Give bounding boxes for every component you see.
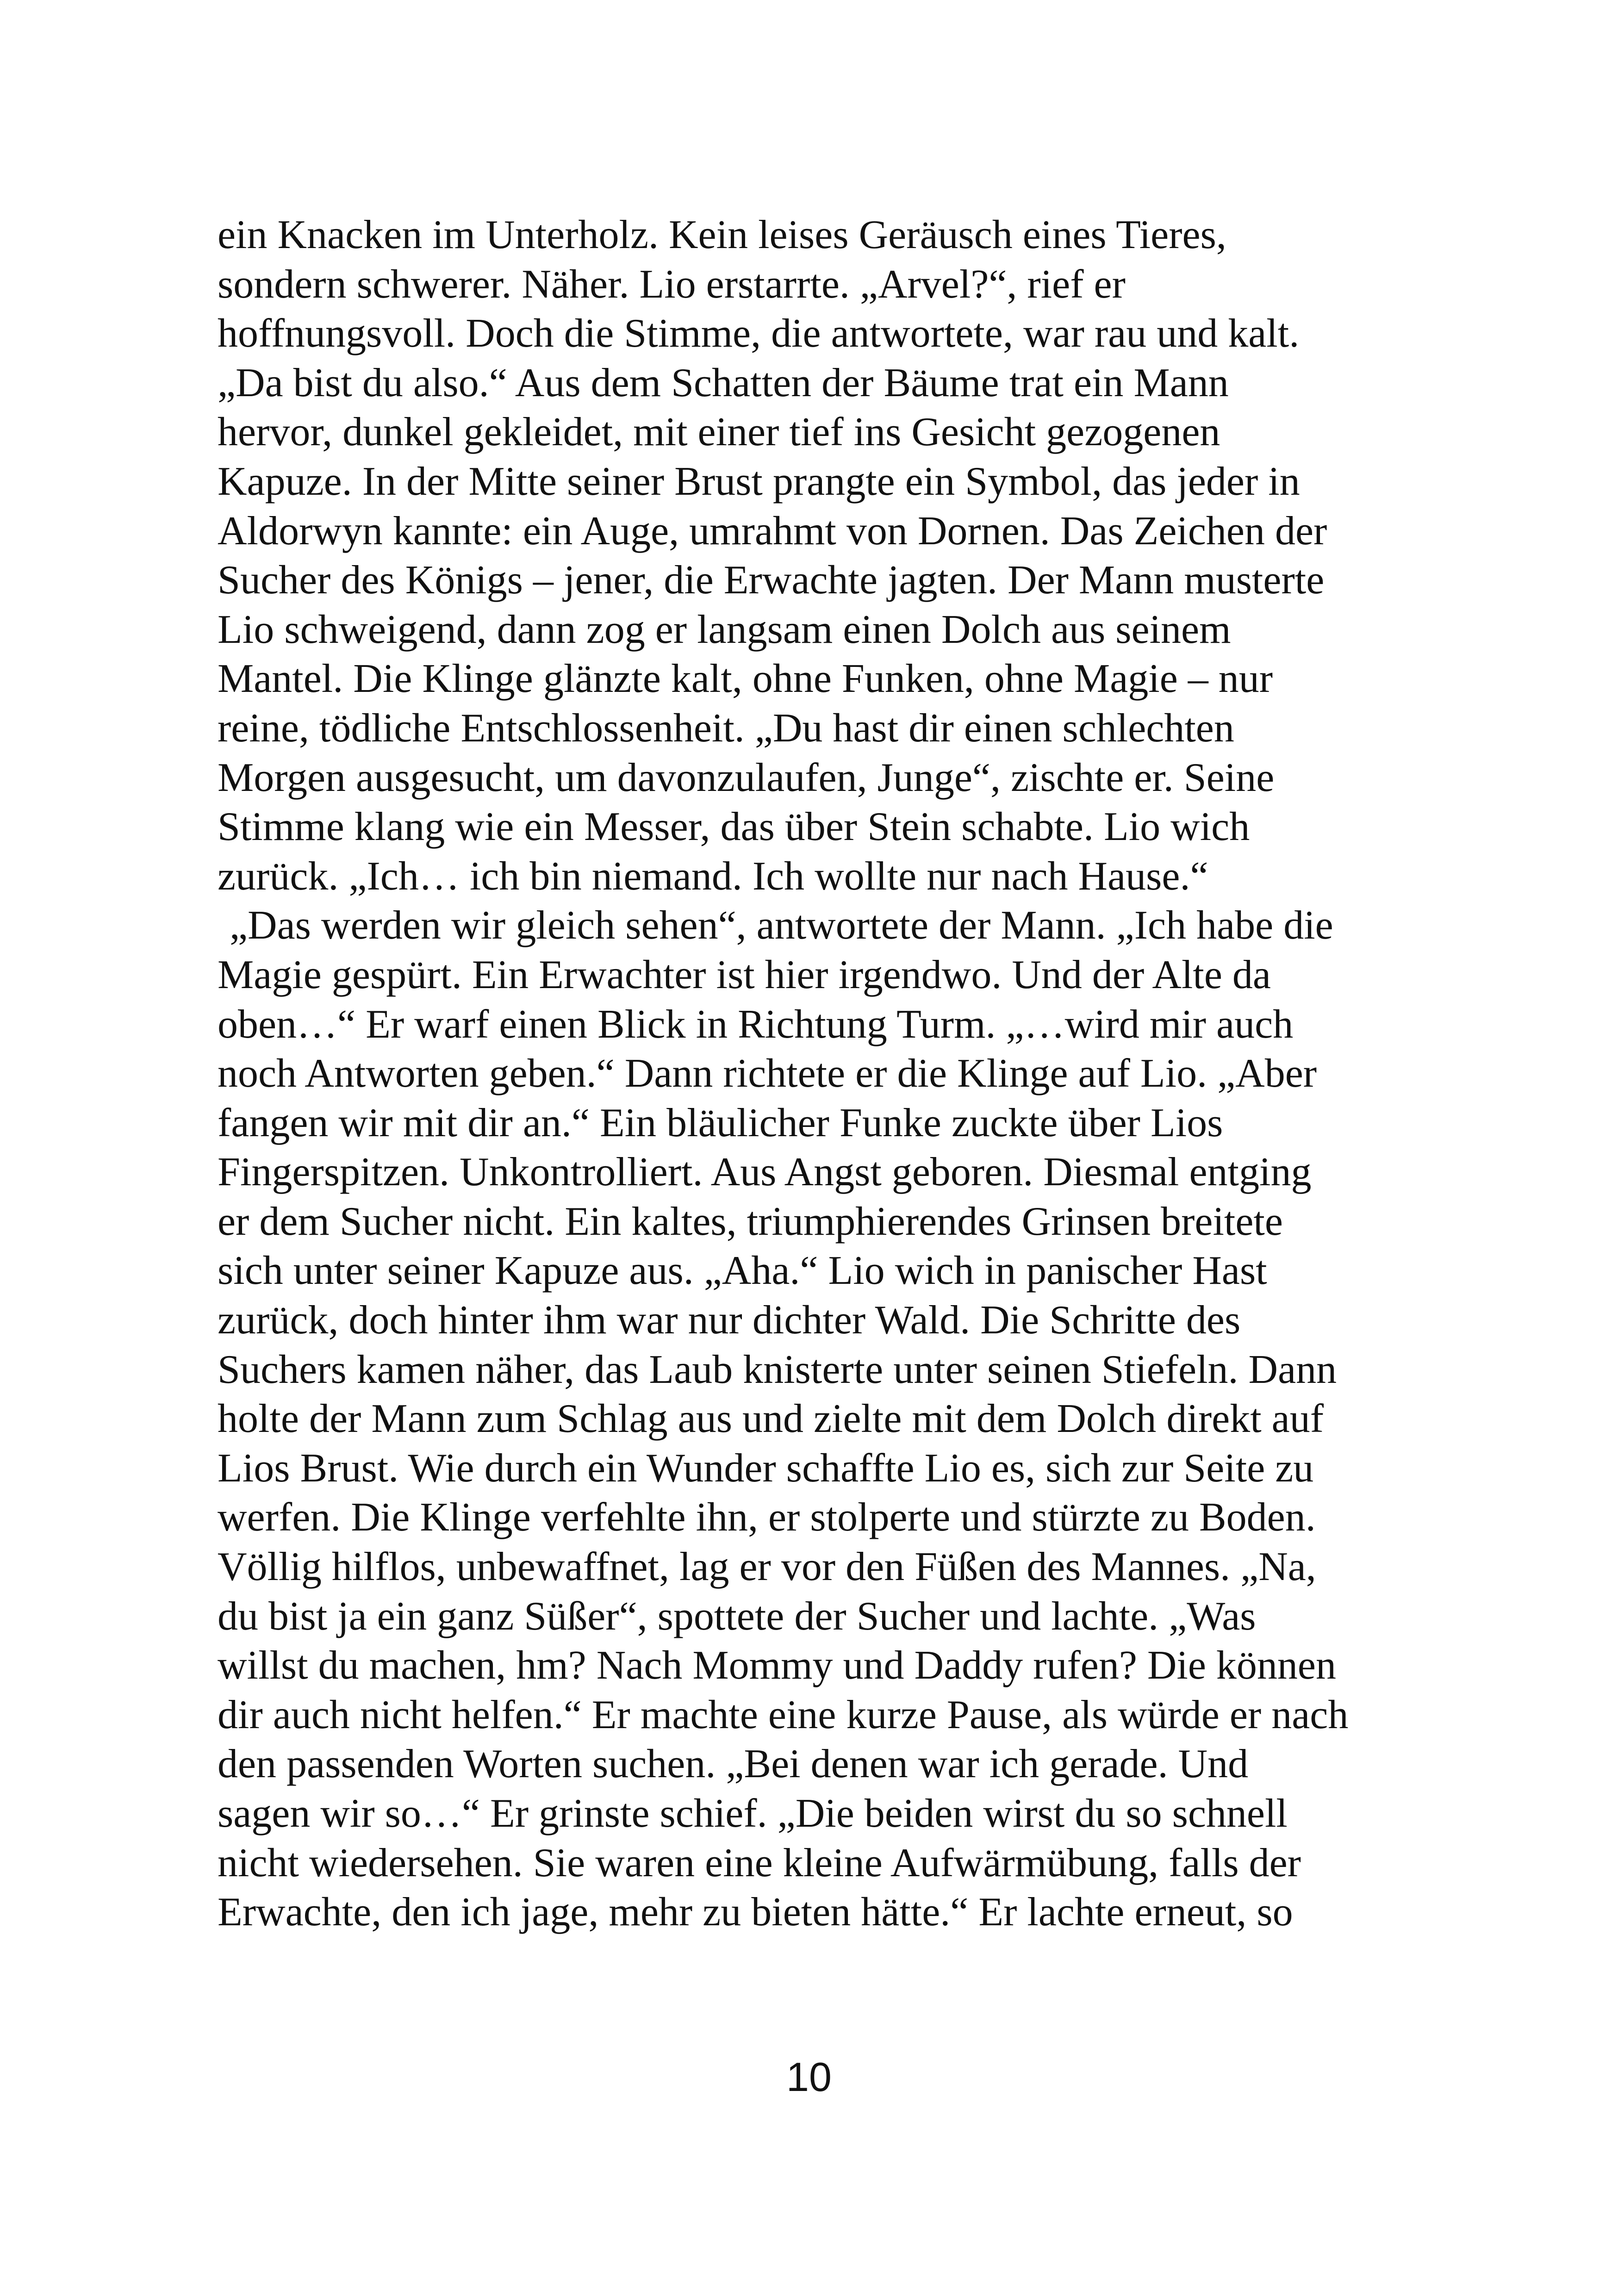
- text-line: willst du machen, hm? Nach Mommy und Daddy rufen? Die können: [218, 1643, 1336, 1688]
- text-line: sich unter seiner Kapuze aus. „Aha.“ Lio wich in panischer Hast: [218, 1248, 1267, 1294]
- text-line: Kapuze. In der Mitte seiner Brust prangte ein Symbol, das jeder in: [218, 459, 1300, 504]
- text-line: „Da bist du also.“ Aus dem Schatten der Bäume trat ein Mann: [218, 360, 1229, 405]
- text-line: fangen wir mit dir an.“ Ein bläulicher Funke zuckte über Lios: [218, 1100, 1223, 1145]
- text-line: Magie gespürt. Ein Erwachter ist hier irgendwo. Und der Alte da: [218, 952, 1271, 997]
- text-line: reine, tödliche Entschlossenheit. „Du hast dir einen schlechten: [218, 705, 1234, 751]
- text-line: oben…“ Er warf einen Blick in Richtung Turm. „…wird mir auch: [218, 1002, 1294, 1047]
- text-line: zurück, doch hinter ihm war nur dichter Wald. Die Schritte des: [218, 1298, 1241, 1343]
- body-text: [218, 211, 1421, 1937]
- text-line: werfen. Die Klinge verfehlte ihn, er stolperte und stürzte zu Boden.: [218, 1495, 1316, 1540]
- text-line: Morgen ausgesucht, um davonzulaufen, Junge“, zischte er. Seine: [218, 755, 1275, 800]
- text-line: „Das werden wir gleich sehen“, antwortete der Mann. „Ich habe die: [230, 903, 1333, 948]
- text-line: zurück. „Ich… ich bin niemand. Ich wollte nur nach Hause.“: [218, 853, 1208, 899]
- text-line: sondern schwerer. Näher. Lio erstarrte. „Arvel?“, rief er: [218, 261, 1126, 307]
- text-line: Fingerspitzen. Unkontrolliert. Aus Angst geboren. Diesmal entging: [218, 1150, 1312, 1195]
- text-line: hervor, dunkel gekleidet, mit einer tief ins Gesicht gezogenen: [218, 410, 1220, 455]
- text-line: Lio schweigend, dann zog er langsam einen Dolch aus seinem: [218, 607, 1231, 652]
- text-line: nicht wiedersehen. Sie waren eine kleine Aufwärmübung, falls der: [218, 1840, 1301, 1885]
- text-line: Sucher des Königs – jener, die Erwachte jagten. Der Mann musterte: [218, 558, 1325, 603]
- text-line: Erwachte, den ich jage, mehr zu bieten hätte.“ Er lachte erneut, so: [218, 1890, 1293, 1935]
- text-line: Stimme klang wie ein Messer, das über Stein schabte. Lio wich: [218, 804, 1250, 850]
- text-line: Mantel. Die Klinge glänzte kalt, ohne Funken, ohne Magie – nur: [218, 656, 1273, 702]
- text-line: er dem Sucher nicht. Ein kaltes, triumphierendes Grinsen breitete: [218, 1199, 1283, 1244]
- text-line: dir auch nicht helfen.“ Er machte eine kurze Pause, als würde er nach: [218, 1692, 1349, 1737]
- text-line: den passenden Worten suchen. „Bei denen war ich gerade. Und: [218, 1742, 1249, 1787]
- text-line: holte der Mann zum Schlag aus und zielte mit dem Dolch direkt auf: [218, 1396, 1324, 1442]
- text-line: Suchers kamen näher, das Laub knisterte unter seinen Stiefeln. Dann: [218, 1347, 1337, 1392]
- page-number: 10: [786, 2054, 832, 2100]
- text-line: Lios Brust. Wie durch ein Wunder schaffte Lio es, sich zur Seite zu: [218, 1445, 1314, 1491]
- text-line: noch Antworten geben.“ Dann richtete er die Klinge auf Lio. „Aber: [218, 1051, 1317, 1096]
- text-line: Völlig hilflos, unbewaffnet, lag er vor den Füßen des Mannes. „Na,: [218, 1544, 1316, 1590]
- text-line: ein Knacken im Unterholz. Kein leises Geräusch eines Tieres,: [218, 212, 1226, 257]
- text-line: hoffnungsvoll. Doch die Stimme, die antwortete, war rau und kalt.: [218, 311, 1300, 356]
- text-line: sagen wir so…“ Er grinste schief. „Die beiden wirst du so schnell: [218, 1791, 1288, 1836]
- text-line: du bist ja ein ganz Süßer“, spottete der Sucher und lachte. „Was: [218, 1593, 1256, 1639]
- text-line: Aldorwyn kannte: ein Auge, umrahmt von Dornen. Das Zeichen der: [218, 508, 1327, 554]
